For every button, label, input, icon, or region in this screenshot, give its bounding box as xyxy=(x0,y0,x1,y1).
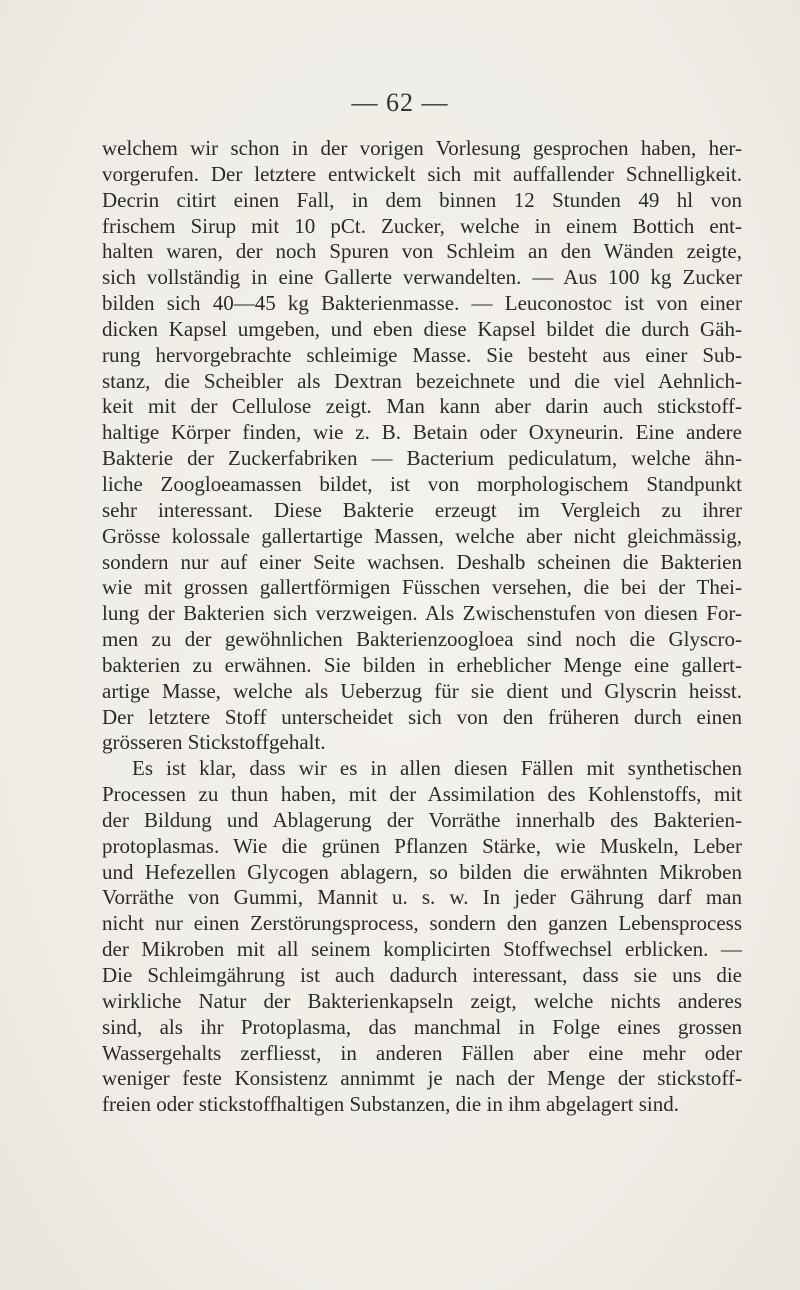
text-line: stanz, die Scheibler als Dextran bezeichnete und die viel Aehnlich- xyxy=(102,368,742,393)
text-line: grösseren Stickstoffgehalt. xyxy=(102,730,326,755)
body-text xyxy=(102,136,742,1118)
text-line: dicken Kapsel umgeben, und eben diese Kapsel bildet die durch Gäh- xyxy=(102,316,742,341)
text-line: protoplasmas. Wie die grünen Pflanzen Stärke, wie Muskeln, Leber xyxy=(102,833,742,858)
text-line: Processen zu thun haben, mit der Assimilation des Kohlenstoffs, mit xyxy=(102,782,742,807)
text-line: liche Zoogloeamassen bildet, ist von morphologischem Standpunkt xyxy=(102,471,742,496)
text-line: halten waren, der noch Spuren von Schleim an den Wänden zeigte, xyxy=(102,239,742,264)
text-line: sind, als ihr Protoplasma, das manchmal in Folge eines grossen xyxy=(102,1014,742,1039)
text-line: rung hervorgebrachte schleimige Masse. Sie besteht aus einer Sub- xyxy=(102,342,742,367)
text-line: sich vollständig in eine Gallerte verwandelten. — Aus 100 kg Zucker xyxy=(102,265,742,290)
text-line: bilden sich 40—45 kg Bakterienmasse. — Leuconostoc ist von einer xyxy=(102,291,742,316)
text-line: wirkliche Natur der Bakterienkapseln zeigt, welche nichts anderes xyxy=(102,988,742,1013)
text-line: sondern nur auf einer Seite wachsen. Deshalb scheinen die Bakterien xyxy=(102,549,742,574)
text-line: der Mikroben mit all seinem komplicirten Stoffwechsel erblicken. — xyxy=(102,937,742,962)
text-line: Wassergehalts zerfliesst, in anderen Fällen aber eine mehr oder xyxy=(102,1040,742,1065)
text-line: Decrin citirt einen Fall, in dem binnen 12 Stunden 49 hl von xyxy=(102,187,742,212)
text-line: und Hefezellen Glycogen ablagern, so bilden die erwähnten Mikroben xyxy=(102,859,742,884)
text-line: nicht nur einen Zerstörungsprocess, sondern den ganzen Lebensprocess xyxy=(102,911,742,936)
text-line: Vorräthe von Gummi, Mannit u. s. w. In jeder Gährung darf man xyxy=(102,885,742,910)
text-line: frischem Sirup mit 10 pCt. Zucker, welche in einem Bottich ent- xyxy=(102,213,742,238)
page-number: — 62 — xyxy=(351,88,449,117)
text-line: Die Schleimgährung ist auch dadurch interessant, dass sie uns die xyxy=(102,963,742,987)
text-line: artige Masse, welche als Ueberzug für sie dient und Glyscrin heisst. xyxy=(102,678,742,703)
text-line: vorgerufen. Der letztere entwickelt sich mit auffallender Schnelligkeit. xyxy=(102,161,742,186)
text-line: Es ist klar, dass wir es in allen diesen Fällen mit synthetischen xyxy=(132,756,742,781)
text-line: bakterien zu erwähnen. Sie bilden in erheblicher Menge eine gallert- xyxy=(102,652,742,677)
text-line: lung der Bakterien sich verzweigen. Als Zwischenstufen von diesen For- xyxy=(102,601,742,626)
text-line: Der letztere Stoff unterscheidet sich von den früheren durch einen xyxy=(102,704,742,729)
text-line: sehr interessant. Diese Bakterie erzeugt im Vergleich zu ihrer xyxy=(102,497,742,522)
text-line: wie mit grossen gallertförmigen Füsschen versehen, die bei der Thei- xyxy=(102,575,742,600)
text-line: men zu der gewöhnlichen Bakterienzoogloea sind noch die Glyscro- xyxy=(102,627,742,652)
text-line: freien oder stickstoffhaltigen Substanzen, die in ihm abgelagert sind. xyxy=(102,1092,679,1117)
text-line: keit mit der Cellulose zeigt. Man kann aber darin auch stickstoff- xyxy=(102,394,742,419)
text-line: Grösse kolossale gallertartige Massen, welche aber nicht gleichmässig, xyxy=(102,523,742,548)
text-line: welchem wir schon in der vorigen Vorlesung gesprochen haben, her- xyxy=(102,136,742,160)
text-line: weniger feste Konsistenz annimmt je nach der Menge der stickstoff- xyxy=(102,1066,742,1091)
text-line: der Bildung und Ablagerung der Vorräthe innerhalb des Bakterien- xyxy=(102,807,742,832)
text-line: haltige Körper finden, wie z. B. Betain oder Oxyneurin. Eine andere xyxy=(102,420,742,445)
text-line: Bakterie der Zuckerfabriken — Bacterium pediculatum, welche ähn- xyxy=(102,446,742,471)
